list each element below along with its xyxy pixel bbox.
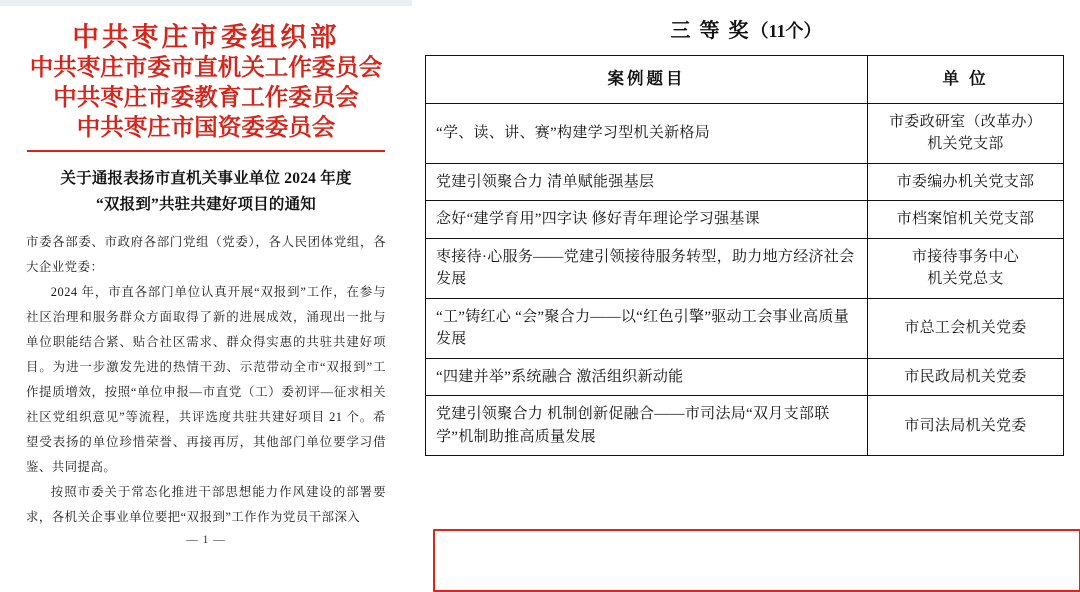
awards-table-wrapper <box>425 55 1063 456</box>
cell-unit-line: 市委编办机关党支部 <box>896 173 1035 190</box>
cell-unit <box>868 201 1064 239</box>
cell-unit <box>868 238 1064 298</box>
body-paragraph-2: 按照市委关于常态化推进干部思想能力作风建设的部署要求，各机关企事业单位要把“双报到”工作作为党员干部深入 <box>26 485 386 525</box>
table-header-row <box>426 56 1064 104</box>
award-count-text: （11个） <box>750 21 822 41</box>
issuing-org-line-2: 中共枣庄市委市直机关工作委员会 <box>29 55 383 82</box>
document-title-line-1: 关于通报表扬市直机关事业单位 2024 年度 <box>60 170 352 188</box>
cell-unit-line: 机关党支部 <box>927 136 1004 153</box>
column-header-unit: 单 位 <box>868 56 1064 104</box>
cell-case-title: 党建引领聚合力 机制创新促融合——市司法局“双月支部联学”机制助推高质量发展 <box>426 396 868 456</box>
body-paragraph-0: 市委各部委、市政府各部门党组（党委），各人民团体党组，各大企业党委： <box>26 234 386 274</box>
cell-case-title: 党建引领聚合力 清单赋能强基层 <box>426 163 868 201</box>
table-row <box>426 298 1064 358</box>
award-section-title <box>412 14 1080 43</box>
document-title <box>32 166 380 217</box>
cell-case-title: “四建并举”系统融合 激活组织新动能 <box>426 358 868 396</box>
cell-unit-line: 机关党总支 <box>927 271 1004 288</box>
column-header-case-title: 案例题目 <box>426 56 868 104</box>
table-row <box>426 396 1064 456</box>
cell-case-title: 枣接待·心服务——党建引领接待服务转型，助力地方经济社会发展 <box>426 238 868 298</box>
cell-unit <box>868 163 1064 201</box>
cell-unit-line: 市委政研室（改革办） <box>888 113 1042 130</box>
cell-case-title: “工”铸红心 “会”聚合力——以“红色引擎”驱动工会事业高质量发展 <box>426 298 868 358</box>
highlight-annotation-box <box>433 529 1080 592</box>
cell-unit <box>868 396 1064 456</box>
left-document-page <box>0 0 412 547</box>
cell-unit-line: 市总工会机关党委 <box>904 320 1027 336</box>
cell-case-title: 念好“建学育用”四字诀 修好青年理论学习强基课 <box>426 201 868 239</box>
cell-case-title: “学、读、讲、赛”构建学习型机关新格局 <box>426 103 868 163</box>
issuing-org-line-1: 中共枣庄市委组织部 <box>72 22 340 52</box>
page-number: — 1 — <box>186 534 226 547</box>
body-paragraph-1: 2024 年，市直各部门单位认真开展“双报到”工作，在参与社区治理和服务群众方面取得了新的进展成效，涌现出一批与单位职能结合紧、贴合社区需求、群众得实惠的共驻共建好项目。为进一步激发先进的热情干劲、示范带动全市“双报到”工作提质增效，按照“单位申报—市直党（工）委初评—征求相关社区党组织意见”等流程，共评选度共驻共建好项目 21 个。希望受表扬的单位珍惜荣誉、再接再厉，其他部门单位要学习借鉴、共同提高。 <box>26 284 386 474</box>
cell-unit <box>868 358 1064 396</box>
table-row <box>426 238 1064 298</box>
red-divider-rule <box>27 150 385 152</box>
award-title-text: 三 等 奖 <box>670 20 751 42</box>
cell-unit <box>868 298 1064 358</box>
issuing-org-line-4: 中共枣庄市国资委委员会 <box>76 114 336 141</box>
cell-unit-line: 市民政局机关党委 <box>904 368 1027 385</box>
awards-table <box>425 55 1064 456</box>
page-top-band <box>0 0 412 6</box>
table-row <box>426 103 1064 163</box>
cell-unit-line: 市档案馆机关党支部 <box>896 211 1035 228</box>
awards-table-body <box>426 103 1064 456</box>
cell-unit <box>868 103 1064 163</box>
document-body <box>26 230 386 531</box>
cell-unit-line: 市司法局机关党委 <box>904 417 1027 434</box>
table-row <box>426 163 1064 201</box>
document-title-line-2: “双报到”共驻共建好项目的通知 <box>95 195 316 213</box>
table-row <box>426 358 1064 396</box>
issuing-org-line-3: 中共枣庄市委教育工作委员会 <box>53 84 359 111</box>
table-row <box>426 201 1064 239</box>
right-table-page <box>412 0 1080 547</box>
cell-unit-line: 市接待事务中心 <box>911 248 1020 265</box>
